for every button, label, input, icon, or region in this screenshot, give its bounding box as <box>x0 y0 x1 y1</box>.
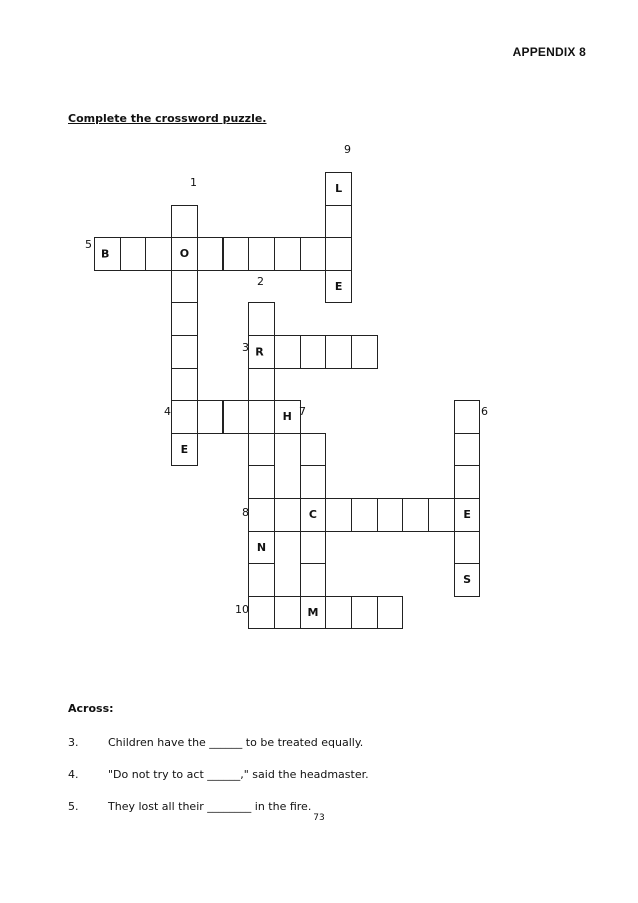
given-letter: S <box>463 573 472 587</box>
crossword-cell[interactable] <box>145 237 172 271</box>
clue-number-label: 4 <box>164 405 171 418</box>
given-letter: R <box>255 345 264 359</box>
crossword-cell[interactable] <box>377 498 404 532</box>
clue-number: 4. <box>68 768 79 781</box>
crossword-cell[interactable] <box>325 237 352 271</box>
crossword-cell[interactable] <box>248 237 275 271</box>
crossword-cell[interactable] <box>248 302 275 336</box>
clue-number-label: 6 <box>481 405 488 418</box>
crossword-cell[interactable] <box>223 237 250 271</box>
clue-number-label: 10 <box>235 603 249 616</box>
crossword-cell[interactable] <box>171 302 198 336</box>
crossword-cell[interactable] <box>223 400 250 434</box>
clue-number-label: 3 <box>242 341 249 354</box>
given-letter: E <box>180 443 189 457</box>
crossword-cell[interactable] <box>325 596 352 630</box>
crossword-cell[interactable] <box>300 237 327 271</box>
crossword-cell[interactable] <box>454 531 481 565</box>
clue-number: 5. <box>68 800 79 813</box>
clue-number-label: 2 <box>257 275 264 288</box>
crossword-cell[interactable] <box>300 498 327 532</box>
crossword-cell[interactable] <box>274 237 301 271</box>
crossword-cell[interactable] <box>120 237 147 271</box>
crossword-cell[interactable] <box>300 433 327 467</box>
given-letter: E <box>334 280 343 294</box>
clue-item <box>68 768 588 781</box>
crossword-cell[interactable] <box>248 368 275 402</box>
crossword-cell[interactable] <box>325 205 352 239</box>
clue-item <box>68 736 588 749</box>
crossword-cell[interactable] <box>94 237 121 271</box>
given-letter: H <box>282 410 292 424</box>
across-title: Across: <box>68 702 114 715</box>
crossword-cell[interactable] <box>274 400 301 434</box>
crossword-cell[interactable] <box>351 335 378 369</box>
crossword-cell[interactable] <box>454 433 481 467</box>
crossword-cell[interactable] <box>248 563 275 597</box>
given-letter: O <box>179 247 190 261</box>
clue-number: 3. <box>68 736 79 749</box>
crossword-cell[interactable] <box>274 498 301 532</box>
crossword-cell[interactable] <box>300 596 327 630</box>
crossword-cell[interactable] <box>248 335 275 369</box>
crossword-cell[interactable] <box>248 596 275 630</box>
crossword-cell[interactable] <box>300 465 327 499</box>
crossword-cell[interactable] <box>274 335 301 369</box>
crossword-cell[interactable] <box>248 465 275 499</box>
crossword-cell[interactable] <box>248 531 275 565</box>
given-letter: B <box>101 247 110 261</box>
crossword-cell[interactable] <box>377 596 404 630</box>
crossword-cell[interactable] <box>248 498 275 532</box>
page-number: 73 <box>313 813 325 823</box>
crossword-cell[interactable] <box>454 563 481 597</box>
crossword-cell[interactable] <box>454 465 481 499</box>
crossword-cell[interactable] <box>171 433 198 467</box>
crossword-cell[interactable] <box>171 205 198 239</box>
clue-number-label: 5 <box>85 238 92 251</box>
crossword-cell[interactable] <box>428 498 455 532</box>
crossword-cell[interactable] <box>171 400 198 434</box>
clue-text: "Do not try to act ______," said the headmaster. <box>108 768 369 781</box>
clue-number-label: 1 <box>190 176 197 189</box>
clue-text: They lost all their ________ in the fire. <box>108 800 312 813</box>
crossword-cell[interactable] <box>454 498 481 532</box>
crossword-cell[interactable] <box>300 563 327 597</box>
given-letter: C <box>308 508 317 522</box>
crossword-cell[interactable] <box>300 531 327 565</box>
clue-number-label: 9 <box>344 143 351 156</box>
clue-number-label: 8 <box>242 506 249 519</box>
crossword-cell[interactable] <box>300 335 327 369</box>
given-letter: M <box>307 606 319 620</box>
crossword-cell[interactable] <box>325 335 352 369</box>
crossword-cell[interactable] <box>197 400 224 434</box>
clue-number-label: 7 <box>299 405 306 418</box>
crossword-cell[interactable] <box>197 237 224 271</box>
crossword-cell[interactable] <box>274 596 301 630</box>
crossword-cell[interactable] <box>402 498 429 532</box>
crossword-cell[interactable] <box>325 172 352 206</box>
crossword-cell[interactable] <box>248 433 275 467</box>
crossword-cell[interactable] <box>171 237 198 271</box>
instruction-text: Complete the crossword puzzle. <box>68 112 267 125</box>
given-letter: E <box>463 508 471 522</box>
crossword-cell[interactable] <box>171 270 198 304</box>
crossword-cell[interactable] <box>351 498 378 532</box>
crossword-cell[interactable] <box>454 400 481 434</box>
crossword-cell[interactable] <box>351 596 378 630</box>
crossword-cell[interactable] <box>325 270 352 304</box>
crossword-cell[interactable] <box>171 335 198 369</box>
appendix-title: APPENDIX 8 <box>512 45 586 59</box>
crossword-cell[interactable] <box>171 368 198 402</box>
crossword-cell[interactable] <box>248 400 275 434</box>
clue-text: Children have the ______ to be treated equally. <box>108 736 364 749</box>
given-letter: L <box>335 182 343 196</box>
crossword-cell[interactable] <box>325 498 352 532</box>
clue-item <box>68 800 588 813</box>
given-letter: N <box>256 540 267 554</box>
